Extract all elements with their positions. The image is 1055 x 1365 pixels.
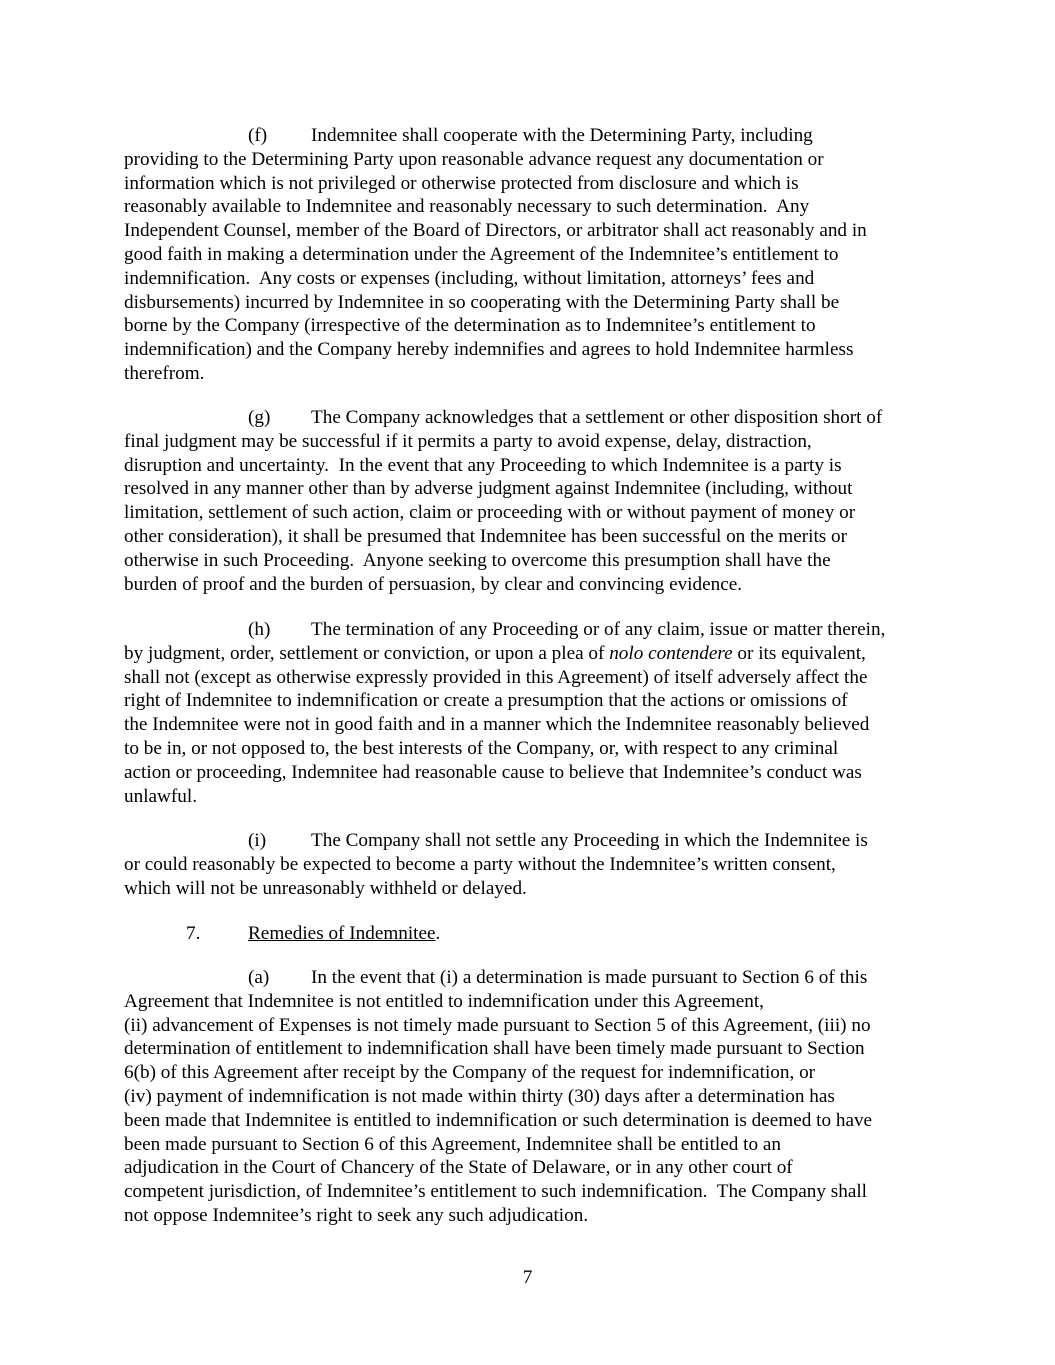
- paragraph-line: adjudication in the Court of Chancery of the State of Delaware, or in any other court of: [124, 1157, 793, 1179]
- paragraph-label: (a): [248, 967, 270, 988]
- paragraph-line: or could reasonably be expected to become a party without the Indemnitee’s written consent,: [124, 853, 836, 875]
- paragraph-first-line: (i) The Company shall not settle any Proceeding in which the Indemnitee is: [248, 830, 868, 851]
- section-heading: 7. Remedies of Indemnitee.: [124, 922, 934, 946]
- paragraph-line: other consideration), it shall be presumed that Indemnitee has been successful on the merits or: [124, 525, 848, 547]
- paragraph-line: competent jurisdiction, of Indemnitee’s entitlement to such indemnification. The Company shall: [124, 1181, 867, 1203]
- italic-term: nolo contendere: [609, 642, 733, 664]
- section-title: Remedies of Indemnitee: [248, 923, 436, 944]
- paragraph-g: [124, 406, 934, 596]
- paragraph-line: by judgment, order, settlement or conviction, or upon a plea of nolo contendere or its equivalent,: [124, 642, 866, 664]
- paragraph-line: providing to the Determining Party upon reasonable advance request any documentation or: [124, 148, 824, 170]
- paragraph-line: Agreement that Indemnitee is not entitled to indemnification under this Agreement,: [124, 990, 764, 1012]
- section-number: 7.: [186, 923, 201, 944]
- paragraph-line: disbursements) incurred by Indemnitee in so cooperating with the Determining Party shall be: [124, 291, 840, 313]
- paragraph-h: [124, 618, 934, 808]
- paragraph-7a: [124, 966, 934, 1228]
- page-number: 7: [522, 1267, 533, 1288]
- paragraph-first-line: (a) In the event that (i) a determination is made pursuant to Section 6 of this: [248, 967, 868, 988]
- paragraph-first-line: (f) Indemnitee shall cooperate with the Determining Party, including: [248, 125, 813, 146]
- paragraph-line: final judgment may be successful if it permits a party to avoid expense, delay, distraction,: [124, 430, 812, 452]
- paragraph-line: shall not (except as otherwise expressly provided in this Agreement) of itself adversely affect the: [124, 666, 868, 688]
- paragraph-line: disruption and uncertainty. In the event that any Proceeding to which Indemnitee is a party is: [124, 454, 842, 476]
- paragraph-line: determination of entitlement to indemnification shall have been timely made pursuant to Section: [124, 1038, 865, 1060]
- paragraph-f: [124, 124, 934, 386]
- paragraph-first-line: (g) The Company acknowledges that a settlement or other disposition short of: [248, 407, 883, 428]
- paragraph-label: (f): [248, 125, 268, 146]
- paragraph-line: 6(b) of this Agreement after receipt by the Company of the request for indemnification, or: [124, 1062, 816, 1084]
- paragraph-label: (g): [248, 407, 271, 428]
- paragraph-line: therefrom.: [124, 362, 205, 384]
- paragraph-line: good faith in making a determination under the Agreement of the Indemnitee’s entitlement to: [124, 243, 839, 265]
- paragraph-line: otherwise in such Proceeding. Anyone seeking to overcome this presumption shall have the: [124, 549, 831, 571]
- paragraph-line: been made pursuant to Section 6 of this Agreement, Indemnitee shall be entitled to an: [124, 1133, 781, 1155]
- paragraph-line: the Indemnitee were not in good faith and in a manner which the Indemnitee reasonably believed: [124, 714, 870, 736]
- paragraph-line: reasonably available to Indemnitee and reasonably necessary to such determination. Any: [124, 196, 810, 218]
- paragraph-line: (ii) advancement of Expenses is not timely made pursuant to Section 5 of this Agreement, (iii) no: [124, 1014, 871, 1036]
- paragraph-line: been made that Indemnitee is entitled to indemnification or such determination is deemed to have: [124, 1109, 873, 1131]
- paragraph-line: limitation, settlement of such action, claim or proceeding with or without payment of money or: [124, 502, 856, 524]
- paragraph-line: to be in, or not opposed to, the best interests of the Company, or, with respect to any criminal: [124, 737, 839, 759]
- paragraph-line: resolved in any manner other than by adverse judgment against Indemnitee (including, without: [124, 478, 853, 500]
- paragraph-line: not oppose Indemnitee’s right to seek any such adjudication.: [124, 1204, 589, 1226]
- paragraph-label: (h): [248, 619, 271, 640]
- paragraph-line: which will not be unreasonably withheld or delayed.: [124, 877, 527, 899]
- paragraph-line: information which is not privileged or otherwise protected from disclosure and which is: [124, 172, 799, 194]
- paragraph-line: borne by the Company (irrespective of the determination as to Indemnitee’s entitlement to: [124, 315, 816, 337]
- paragraph-line: indemnification. Any costs or expenses (including, without limitation, attorneys’ fees and: [124, 267, 815, 289]
- paragraph-line: burden of proof and the burden of persuasion, by clear and convincing evidence.: [124, 573, 743, 595]
- paragraph-line: Independent Counsel, member of the Board of Directors, or arbitrator shall act reasonably and in: [124, 220, 867, 242]
- paragraph-first-line: (h) The termination of any Proceeding or of any claim, issue or matter therein,: [248, 619, 886, 640]
- paragraph-label: (i): [248, 830, 267, 851]
- paragraph-line: indemnification) and the Company hereby indemnifies and agrees to hold Indemnitee harmless: [124, 339, 854, 361]
- paragraph-line: action or proceeding, Indemnitee had reasonable cause to believe that Indemnitee’s conduct was: [124, 761, 862, 783]
- paragraph-i: [124, 829, 934, 900]
- paragraph-line: (iv) payment of indemnification is not made within thirty (30) days after a determination has: [124, 1085, 835, 1107]
- paragraph-line: unlawful.: [124, 785, 198, 807]
- paragraph-line: right of Indemnitee to indemnification or create a presumption that the actions or omissions of: [124, 690, 848, 712]
